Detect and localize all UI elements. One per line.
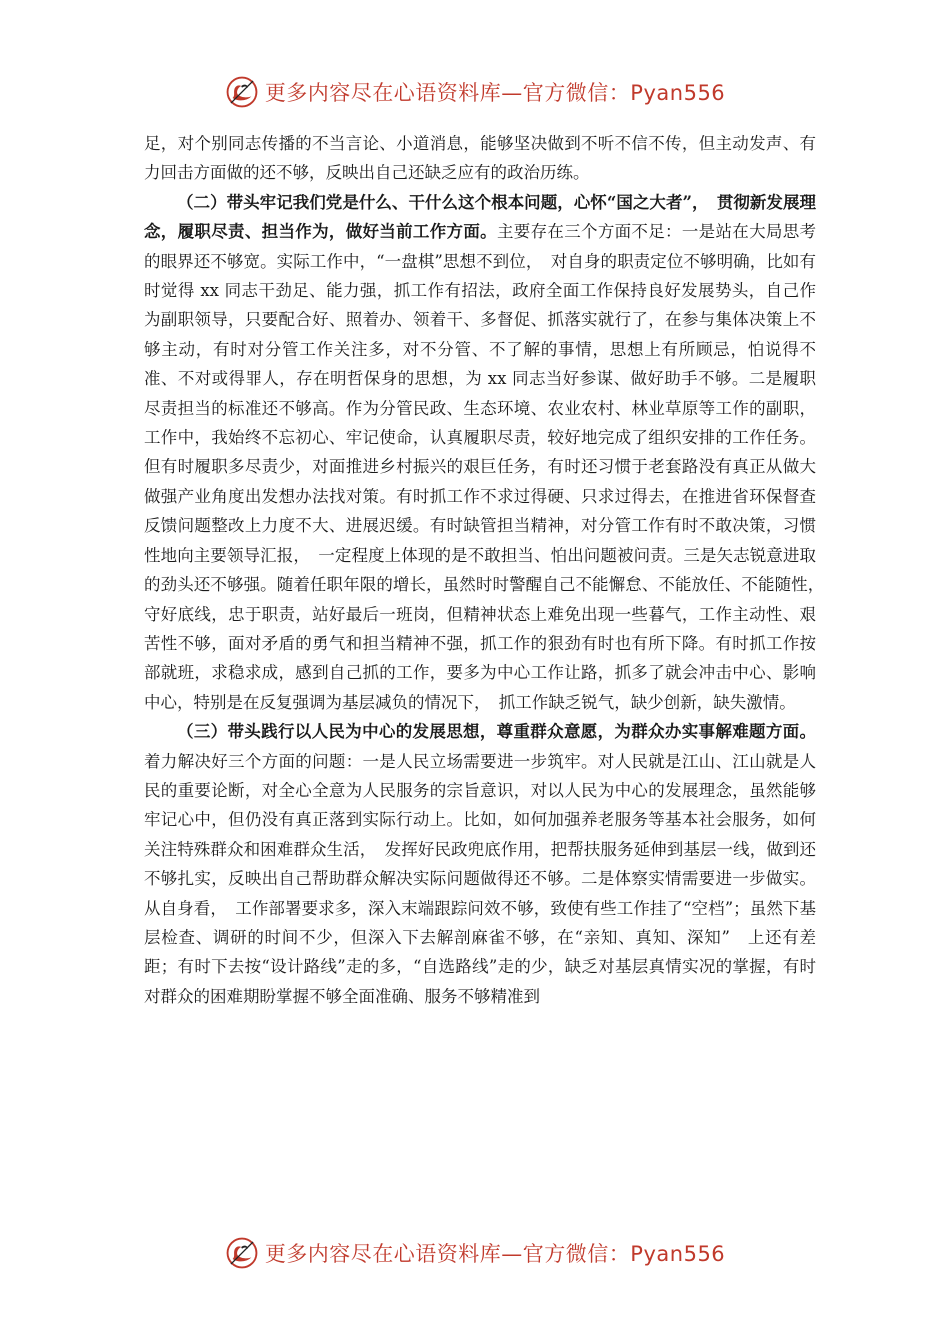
swan-logo-icon bbox=[225, 1236, 259, 1270]
paragraph-text: 足，对个别同志传播的不当言论、小道消息，能够坚决做到不听不信不传，但主动发声、有力回击方面做的还不够，反映出自己还缺乏应有的政治历练。 bbox=[144, 134, 816, 183]
paragraph-text: 主要存在三个方面不足：一是站在大局思考的眼界还不够宽。实际工作中，“一盘棋”思想不到位， 对自身的职责定位不够明确，比如有时觉得 xx 同志干劲足、能力强，抓工作有招法，政府全面工作保持良好发展势头，自己作为副职领导，只要配合好、照着办、领着干、多督促、抓落实就行了，在参与集体决策上不够主动，有时对分管工作关注多，对不分管、不了解的事情，思想上有所顾忌，怕说得不准、不对或得罪人，存在明哲保身的思想，为 xx 同志当好参谋、做好助手不够。二是履职尽责担当的标准还不够高。作为分管民政、生态环境、农业农村、林业草原等工作的副职，工作中，我始终不忘初心、牢记使命，认真履职尽责，较好地完成了组织安排的工作任务。但有时履职多尽责少，对面推进乡村振兴的艰巨任务，有时还习惯于老套路没有真正从做大做强产业角度出发想办法找对策。有时抓工作不求过得硬、只求过得去，在推进省环保督查反馈问题整改上力度不大、进展迟缓。有时缺管担当精神，对分管工作有时不敢决策，习惯性地向主要领导汇报， 一定程度上体现的是不敢担当、怕出问题被问责。三是矢志锐意进取的劲头还不够强。随着任职年限的增长，虽然时时警醒自己不能懈怠、不能放任、不能随性， 守好底线，忠于职责，站好最后一班岗，但精神状态上难免出现一些暮气，工作主动性、艰苦性不够，面对矛盾的勇气和担当精神不强，抓工作的狠劲有时也有所下降。有时抓工作按部就班，求稳求成，感到自己抓的工作，要多为中心工作让路，抓多了就会冲击中心、影响中心，特别是在反复强调为基层减负的情况下， 抓工作缺乏锐气，缺少创新，缺失激情。 bbox=[144, 222, 833, 712]
swan-logo-icon bbox=[225, 75, 259, 109]
paragraph-lead: （三）带头践行以人民为中心的发展思想，尊重群众意愿，为群众办实事解难题方面。 bbox=[177, 722, 816, 742]
paragraph-3 bbox=[144, 717, 816, 1011]
banner-text: 更多内容尽在心语资料库—官方微信：Pyan556 bbox=[264, 81, 726, 105]
paragraph-lead: （二）带头牢记我们党是什么、干什么这个根本问题，心怀“国之大者”， 贯彻新发展理念，履职尽责、担当作为，做好当前工作方面。 bbox=[144, 192, 816, 242]
footer-banner bbox=[0, 1233, 950, 1273]
banner-text: 更多内容尽在心语资料库—官方微信：Pyan556 bbox=[264, 1242, 726, 1266]
paragraph-2 bbox=[144, 188, 833, 717]
header-banner bbox=[0, 72, 950, 112]
paragraph-text: 着力解决好三个方面的问题：一是人民立场需要进一步筑牢。对人民就是江山、江山就是人民的重要论断，对全心全意为人民服务的宗旨意识，对以人民为中心的发展理念，虽然能够牢记心中，但仍没有真正落到实际行动上。比如，如何加强养老服务等基本社会服务，如何关注特殊群众和困难群众生活， 发挥好民政兜底作用，把帮扶服务延伸到基层一线，做到还不够扎实，反映出自己帮助群众解决实际问题做得还不够。二是体察实情需要进一步做实。从自身看， 工作部署要求多，深入末端跟踪问效不够，致使有些工作挂了“空档”；虽然下基层检查、调研的时间不少，但深入下去解剖麻雀不够，在“亲知、真知、深知” 上还有差距；有时下去按“设计路线”走的多，“自选路线”走的少，缺乏对基层真情实况的掌握，有时对群众的困难期盼掌握不够全面准确、服务不够精准到 bbox=[144, 751, 816, 1006]
paragraph-1 bbox=[144, 129, 816, 188]
document-body bbox=[144, 129, 833, 1011]
